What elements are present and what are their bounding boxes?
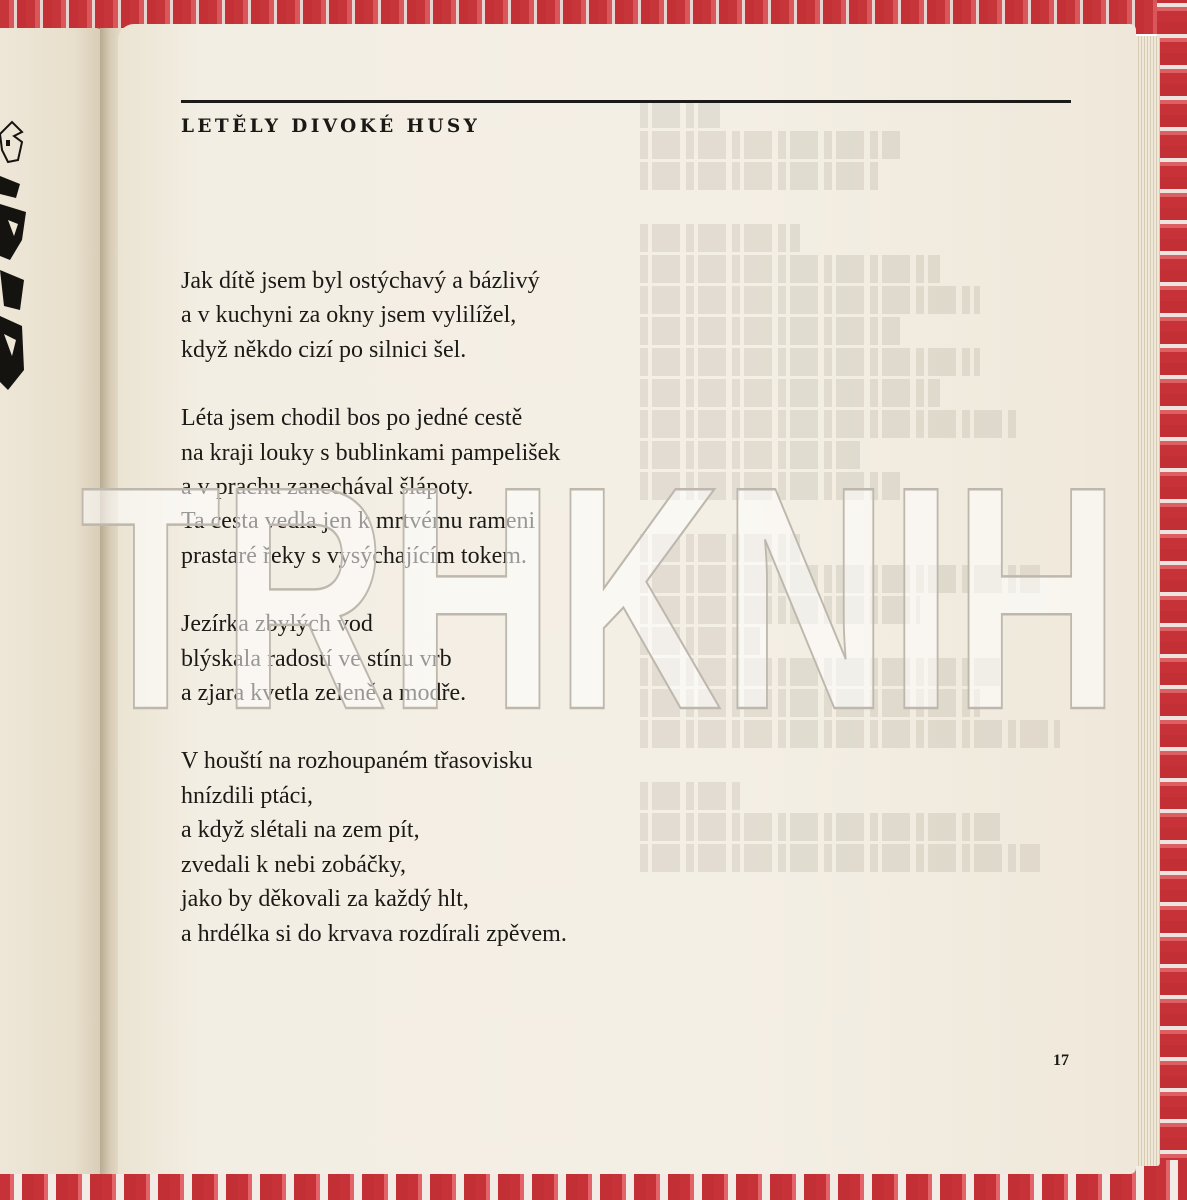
poem-line: a když slétali na zem pít,	[181, 817, 420, 844]
poem-title: LETĚLY DIVOKÉ HUSY	[181, 116, 481, 137]
poem-stanza	[181, 744, 821, 950]
poem-line: jako by děkovali za každý hlt,	[181, 886, 469, 913]
poem-line: V houští na rozhoupaném třasovisku	[181, 748, 533, 775]
header-rule	[181, 100, 1071, 103]
poem-line: Léta jsem chodil bos po jedné cestě	[181, 405, 523, 432]
poem-body	[181, 264, 821, 985]
poem-line: na kraji louky s bublinkami pampelišek	[181, 439, 561, 466]
poem-line: Jak dítě jsem byl ostýchavý a bázlivý	[181, 268, 540, 294]
poem-line: a v kuchyni za okny jsem vylilížel,	[181, 302, 517, 329]
woodcut-illustration	[0, 120, 30, 420]
poem-stanza	[181, 607, 821, 710]
poem-line: a hrdélka si do krvava rozdírali zpěvem.	[181, 920, 567, 947]
poem-line: a zjara kvetla zeleně a modře.	[181, 680, 467, 707]
poem-line: blýskala radostí ve stínu vrb	[181, 645, 452, 672]
poem-stanza	[181, 264, 821, 367]
poem-line: Jezírka zbylých vod	[181, 611, 373, 638]
poem-line: zvedali k nebi zobáčky,	[181, 851, 407, 878]
poem-line: a v prachu zanechával šlápoty.	[181, 474, 474, 501]
page-number: 17	[1053, 1052, 1069, 1069]
poem-line: prastaré řeky s vysýchajícím tokem.	[181, 542, 527, 569]
poem-stanza	[181, 401, 821, 573]
poem-line: když někdo cizí po silnici šel.	[181, 336, 467, 363]
poem-line: hnízdili ptáci,	[181, 782, 313, 809]
poem-line: Ta cesta vedla jen k mrtvému rameni	[181, 508, 536, 535]
svg-text:TRHKNIH: TRHKNIH	[80, 476, 1120, 721]
book-cover-right	[1157, 0, 1187, 1200]
